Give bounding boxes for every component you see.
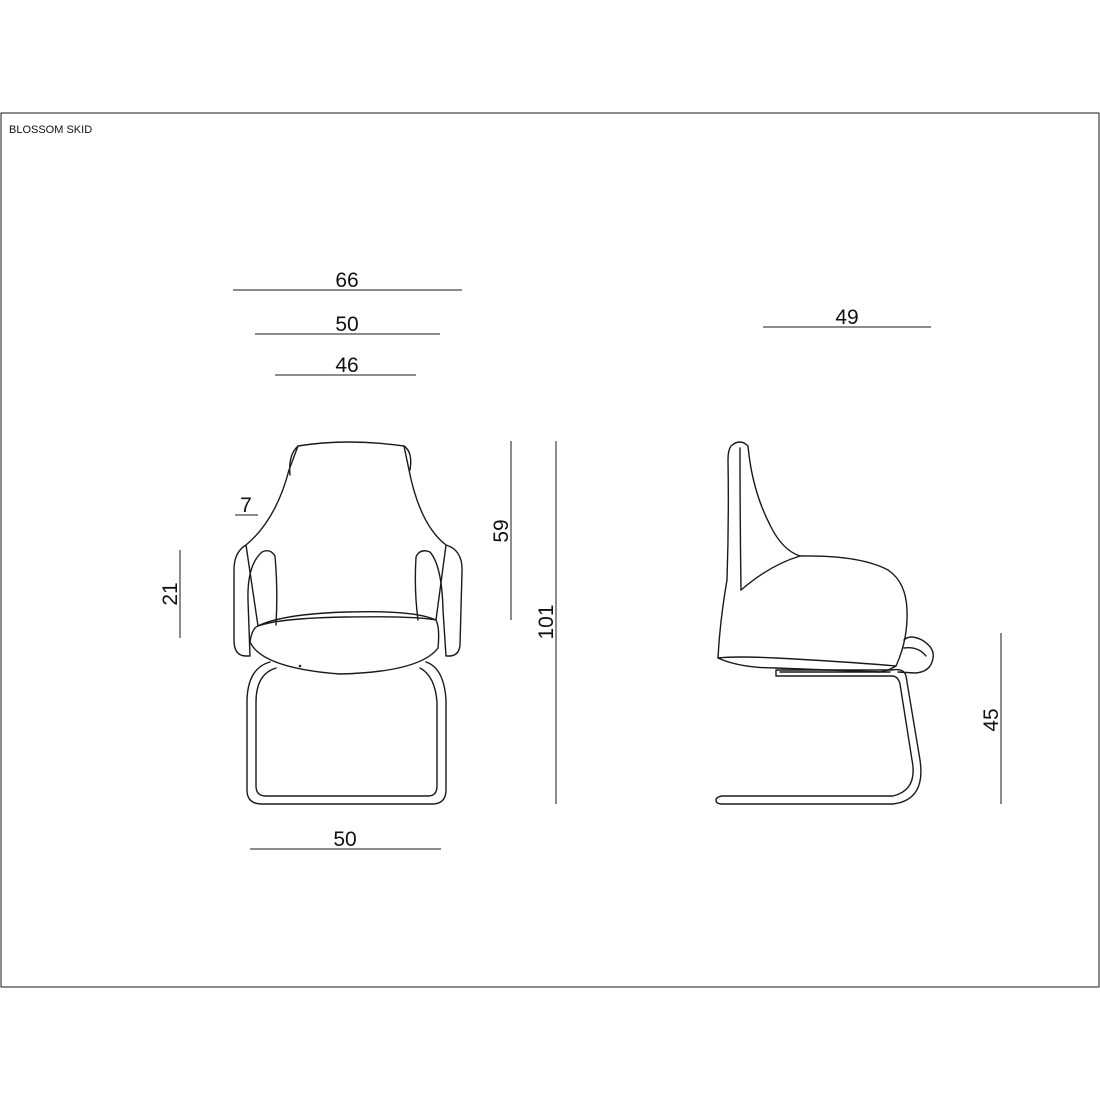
front-view-chair <box>234 442 462 804</box>
dim-label-45: 45 <box>980 708 1003 732</box>
side-skid-base-outer <box>716 670 921 804</box>
front-left-armrest <box>234 545 277 656</box>
dim-label-7: 7 <box>240 494 252 517</box>
dim-label-101: 101 <box>535 604 558 640</box>
front-seat-cushion <box>250 617 439 674</box>
front-detail-dot <box>299 665 301 667</box>
dim-label-66: 66 <box>335 269 359 292</box>
side-armrest <box>898 637 933 673</box>
side-shell-seam <box>741 556 800 590</box>
drawing-frame <box>1 113 1099 987</box>
side-view-chair <box>716 442 933 804</box>
dim-label-21: 21 <box>159 582 182 606</box>
dim-label-50-top: 50 <box>335 313 359 336</box>
front-view-dimensions <box>159 269 558 851</box>
side-backrest-inner <box>740 448 741 590</box>
drawing-title: BLOSSOM SKID <box>9 124 93 136</box>
dim-label-50-bottom: 50 <box>333 828 357 851</box>
dim-label-49: 49 <box>835 306 859 329</box>
front-skid-base-inner <box>256 668 437 796</box>
front-skid-base-outer <box>247 662 446 804</box>
dim-label-46: 46 <box>335 354 359 377</box>
side-backrest-shell <box>718 442 907 666</box>
side-armrest-inner <box>904 648 926 656</box>
dim-label-59: 59 <box>490 519 513 543</box>
